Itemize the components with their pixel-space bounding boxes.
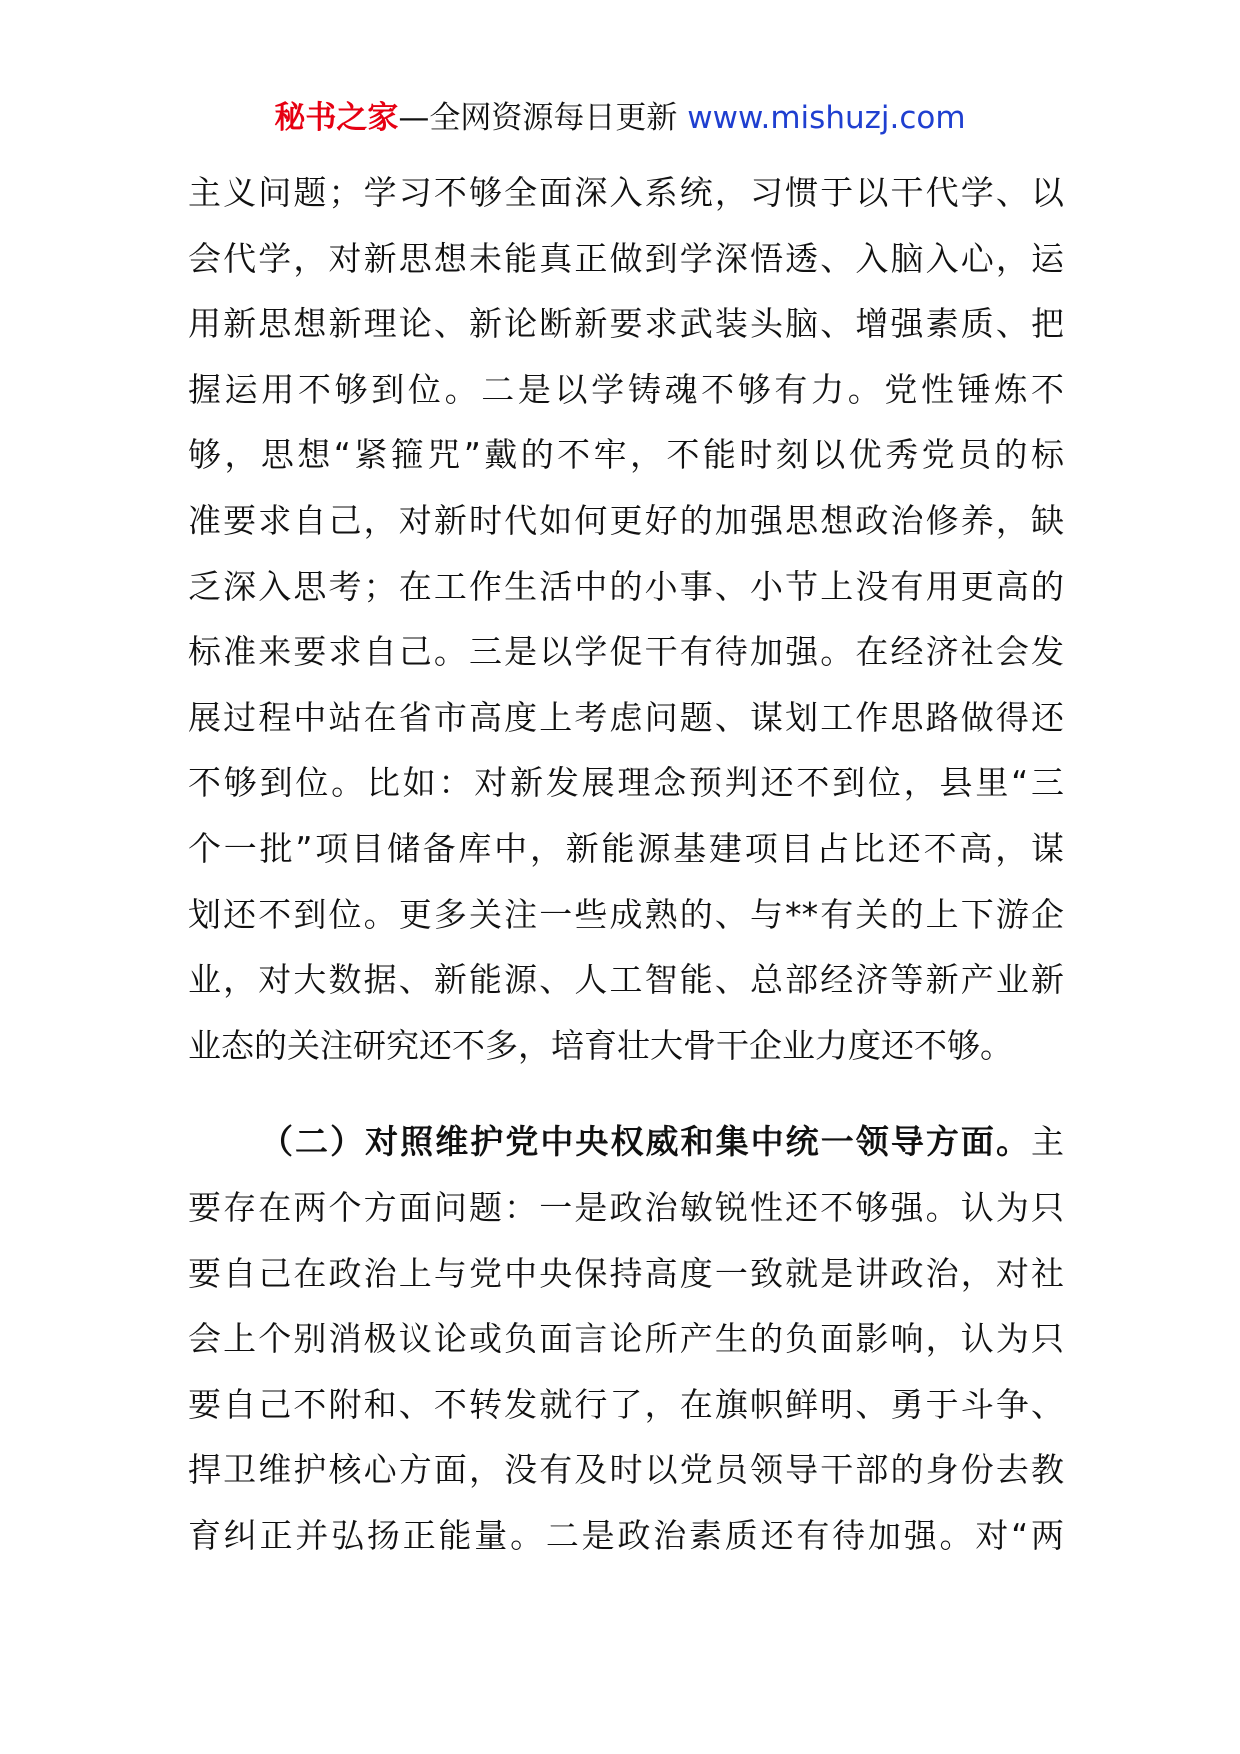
site-header (0, 98, 1240, 138)
text-line: 业，对大数据、新能源、人工智能、总部经济等新产业新 (188, 960, 1064, 1000)
section-heading-line (188, 1109, 1064, 1175)
text-line: 不够到位。比如：对新发展理念预判还不到位，县里“三 (188, 763, 1064, 803)
heading-tail-text: 主 (1031, 1122, 1064, 1162)
paragraph-gap (188, 1078, 1064, 1109)
text-line: 乏深入思考；在工作生活中的小事、小节上没有用更高的 (188, 566, 1064, 606)
text-line: 捍卫维护核心方面，没有及时以党员领导干部的身份去教 (188, 1450, 1064, 1490)
text-line: 划还不到位。更多关注一些成熟的、与**有关的上下游企 (188, 894, 1064, 934)
header-tagline: —全网资源每日更新 (398, 100, 688, 136)
text-line: 展过程中站在省市高度上考虑问题、谋划工作思路做得还 (188, 697, 1064, 737)
text-line: 育纠正并弘扬正能量。二是政治素质还有待加强。对“两 (188, 1515, 1064, 1555)
text-line: 标准来要求自己。三是以学促干有待加强。在经济社会发 (188, 632, 1064, 672)
section-heading: （二）对照维护党中央权威和集中统一领导方面。 (260, 1122, 1031, 1162)
brand-name: 秘书之家 (274, 100, 399, 136)
text-line: 主义问题；学习不够全面深入系统，习惯于以干代学、以 (188, 173, 1064, 212)
text-line: 会代学，对新思想未能真正做到学深悟透、入脑入心，运 (188, 238, 1064, 278)
text-line: 个一批”项目储备库中，新能源基建项目占比还不高，谋 (188, 828, 1064, 868)
paragraph-2 (188, 1109, 1064, 1568)
text-line: 要自己在政治上与党中央保持高度一致就是讲政治，对社 (188, 1253, 1064, 1293)
document-body (188, 160, 1064, 1568)
text-line: 业态的关注研究还不多，培育壮大骨干企业力度还不够。 (188, 1025, 1013, 1065)
paragraph-1 (188, 160, 1064, 1078)
text-line: 准要求自己，对新时代如何更好的加强思想政治修养，缺 (188, 500, 1064, 540)
site-url-link[interactable]: www.mishuzj.com (687, 100, 966, 136)
text-line: 握运用不够到位。二是以学铸魂不够有力。党性锤炼不 (188, 369, 1064, 409)
text-line: 要自己不附和、不转发就行了，在旗帜鲜明、勇于斗争、 (188, 1384, 1064, 1424)
text-line: 够，思想“紧箍咒”戴的不牢，不能时刻以优秀党员的标 (188, 435, 1064, 475)
text-line: 用新思想新理论、新论断新要求武装头脑、增强素质、把 (188, 304, 1064, 344)
text-line: 要存在两个方面问题：一是政治敏锐性还不够强。认为只 (188, 1187, 1064, 1227)
text-line: 会上个别消极议论或负面言论所产生的负面影响，认为只 (188, 1319, 1064, 1359)
